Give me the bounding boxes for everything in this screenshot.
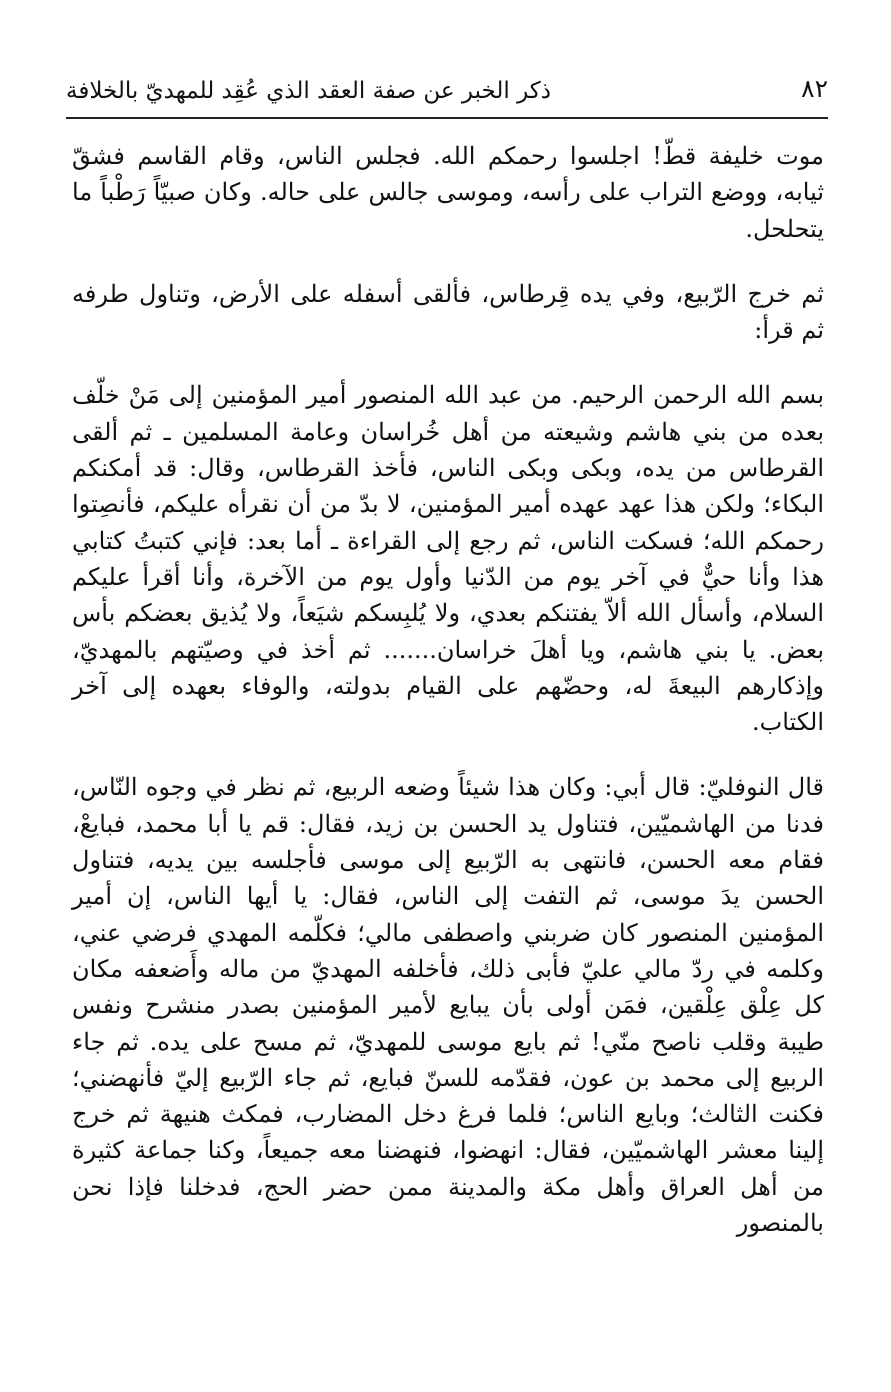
- paragraph: قال النوفليّ: قال أبي: وكان هذا شيئاً وضعه الربيع، ثم نظر في وجوه النّاس، فدنا من الهاشميّين، فتناول يد الحسن بن زيد، فقال: قم يا أبا محمد، فبايعْ، فقام معه الحسن، فانتهى به الرّبيع إلى موسى فأجلسه بين يديه، فتناول الحسن يدَ موسى، ثم التفت إلى الناس، فقال: يا أيها الناس، إن أمير المؤمنين المنصور كان ضربني واصطفى مالي؛ فكلّمه المهدي فرضي عني، وكلمه في ردّ مالي عليّ فأبى ذلك، فأخلفه المهديّ من ماله وأَضعفه مكان كل عِلْق عِلْقين، فمَن أولى بأن يبايع لأمير المؤمنين بصدر منشرح ونفس طيبة وقلب ناصح منّي! ثم بايع موسى للمهديّ، ثم مسح على يده. ثم جاء الربيع إلى محمد بن عون، فقدّمه للسنّ فبايع، ثم جاء الرّبيع إليّ فأنهضني؛ فكنت الثالث؛ وبايع الناس؛ فلما فرغ دخل المضارب، فمكث هنيهة ثم خرج إلينا معشر الهاشميّين، فقال: انهضوا، فنهضنا معه جميعاً، وكنا جماعة كثيرة من أهل العراق وأهل مكة والمدينة ممن حضر الحج، فدخلنا فإذا نحن بالمنصور: [72, 773, 825, 1238]
- running-title: ذكر الخبر عن صفة العقد الذي عُقِد للمهديّ بالخلافة: [66, 78, 551, 104]
- page-number: ٨٢: [801, 74, 828, 103]
- header-rule: [66, 117, 828, 119]
- paragraph: موت خليفة قطّ! اجلسوا رحمكم الله. فجلس الناس، وقام القاسم فشقّ ثيابه، ووضع التراب على رأسه، وموسى جالس على حاله. وكان صبيّاً رَطْباً ما يتحلحل.: [72, 142, 824, 243]
- paragraph: بسم الله الرحمن الرحيم. من عبد الله المنصور أمير المؤمنين إلى مَنْ خلّف بعده من بني هاشم وشيعته من أهل خُراسان وعامة المسلمين ـ ثم ألقى القرطاس من يده، وبكى وبكى الناس، فأخذ القرطاس، وقال: قد أمكنكم البكاء؛ ولكن هذا عهد عهده أمير المؤمنين، لا بدّ من أن نقرأه عليكم، فأنصِتوا رحمكم الله؛ فسكت الناس، ثم رجع إلى القراءة ـ أما بعد: فإني كتبتُ كتابي هذا وأنا حيٌّ في آخر يوم من الدّنيا وأول يوم من الآخرة، وأنا أقرأ عليكم السلام، وأسأل الله ألاّ يفتنكم بعدي، ولا يُلبِسكم شيَعاً، ولا يُذيق بعضكم بأس بعض. يا بني هاشم، ويا أهلَ خراسان....... ثم أخذ في وصيّتهم بالمهديّ، وإذكارهم البيعةَ له، وحضّهم على القيام بدولته، والوفاء بعهده إلى آخر الكتاب.: [72, 381, 824, 737]
- paragraph: ثم خرج الرّبيع، وفي يده قِرطاس، فألقى أسفله على الأرض، وتناول طرفه ثم قرأ:: [72, 279, 824, 345]
- page-header: [66, 68, 828, 112]
- body-text: [72, 138, 824, 1241]
